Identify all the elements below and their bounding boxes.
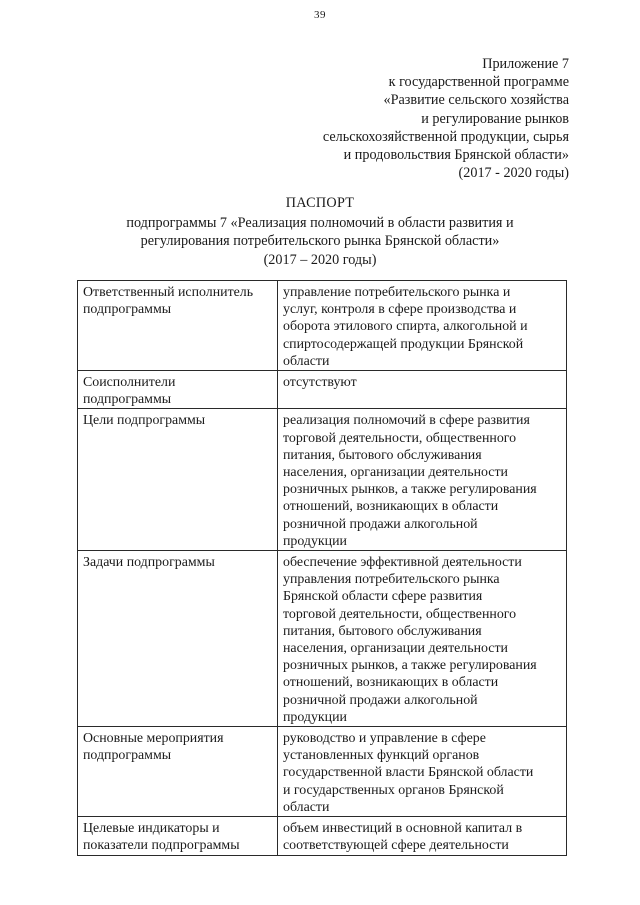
page-number: 39 (314, 9, 326, 21)
row-label: Ответственный исполнитель подпрограммы (83, 285, 254, 318)
table-row (78, 281, 567, 371)
table-row (78, 371, 567, 409)
passport-heading: ПАСПОРТ (285, 195, 355, 211)
table-row (78, 727, 567, 817)
passport-subtitle-line: регулирования потребительского рынка Брянской области» (140, 233, 500, 249)
row-value: обеспечение эффективной деятельности управления потребительского рынка Брянской области сфере развития торговой деятельности, общественного питания, бытового обслуживания населения, организации деятельности розничных рынков, а также регулирования отношений, возникающих в области розничной продажи алкогольной продукции (283, 555, 537, 725)
row-value: управление потребительского рынка и услуг, контроля в сфере производства и оборота этилового спирта, алкогольной и спиртосодержащей продукции Брянской области (283, 285, 528, 369)
row-value-cell (278, 727, 567, 817)
row-label: Цели подпрограммы (83, 413, 206, 429)
table-row (78, 409, 567, 551)
row-value: руководство и управление в сфере установленных функций органов государственной власти Брянской области и государственных органов Брянской области (283, 731, 534, 815)
row-value-cell (278, 409, 567, 551)
row-value-cell (278, 281, 567, 371)
appendix-line: (2017 - 2020 годы) (458, 165, 569, 182)
row-label: Задачи подпрограммы (83, 555, 215, 571)
row-label: Основные мероприятия подпрограммы (83, 731, 224, 764)
row-value: отсутствуют (283, 375, 357, 391)
row-label-cell (78, 817, 278, 855)
row-label-cell (78, 551, 278, 727)
table-row (78, 551, 567, 727)
row-label-cell (78, 409, 278, 551)
table-row (78, 817, 567, 855)
appendix-line: Приложение 7 (482, 56, 569, 72)
appendix-line: и продовольствия Брянской области» (343, 147, 569, 164)
appendix-line: к государственной программе (388, 74, 569, 91)
passport-title-block (0, 194, 640, 269)
row-value: реализация полномочий в сфере развития торговой деятельности, общественного питания, бытового обслуживания населения, организации деятельности розничных рынков, а также регулирования отношений, возникающих в области розничной продажи алкогольной продукции (283, 413, 537, 549)
appendix-line: «Развитие сельского хозяйства (383, 92, 569, 109)
row-value: объем инвестиций в основной капитал в соответствующей сфере деятельности (283, 821, 523, 854)
passport-subtitle-line: (2017 – 2020 годы) (263, 251, 377, 268)
row-label: Соисполнители подпрограммы (83, 375, 176, 408)
row-value-cell (278, 371, 567, 409)
appendix-header (323, 55, 569, 182)
passport-subtitle-line: подпрограммы 7 «Реализация полномочий в области развития и (126, 214, 514, 231)
appendix-line: и регулирование рынков (421, 110, 569, 127)
row-label: Целевые индикаторы и показатели подпрограммы (83, 821, 240, 854)
row-value-cell (278, 817, 567, 855)
row-value-cell (278, 551, 567, 727)
passport-table (77, 280, 567, 856)
row-label-cell (78, 727, 278, 817)
appendix-line: сельскохозяйственной продукции, сырья (322, 128, 569, 145)
row-label-cell (78, 371, 278, 409)
row-label-cell (78, 281, 278, 371)
